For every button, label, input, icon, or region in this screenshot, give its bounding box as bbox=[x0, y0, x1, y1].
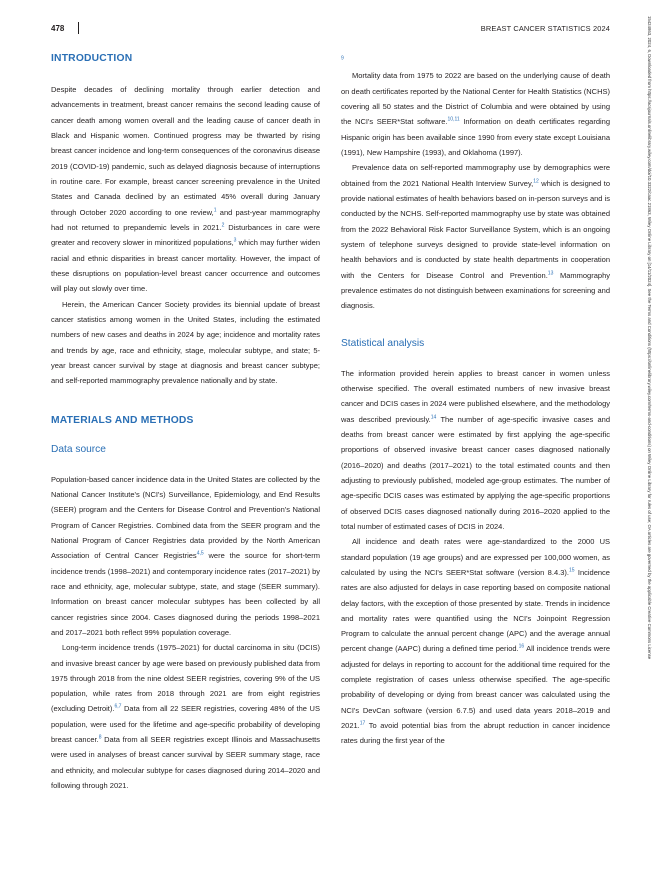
citation-link[interactable]: 16 bbox=[518, 643, 525, 650]
citation-link[interactable]: 17 bbox=[359, 720, 366, 727]
header-divider bbox=[78, 22, 79, 34]
subsection-heading-statistical-analysis: Statistical analysis bbox=[341, 337, 425, 349]
citation-link[interactable]: 14 bbox=[430, 414, 437, 421]
citation-link[interactable]: 3 bbox=[233, 237, 237, 244]
paragraph: The information provided herein applies to breast cancer in women unless otherwise specified. The overall estimated numbers of new invasive breast cancer and DCIS cases in 2024 were published elsewhere, and the methodology was described previously.$^{14}$ The number of age-specific invasive cases and deaths from breast cancer were estimated by first applying the age-specific proportions of observed invasive breast cancer cases diagnosed nationally (2016–2020) and deaths (2017–2021) to the total estimated counts and then adjusting to previously published, modeled age-group estimates. The number of age-specific DCIS cases was estimated by applying the age-specific proportions of observed DCIS cases diagnosed nationally during 2016–2020 applied to the total number of estimated cases of DCIS in 2024. bbox=[341, 368, 610, 531]
paragraph-continuation bbox=[341, 53, 610, 68]
running-title: BREAST CANCER STATISTICS 2024 bbox=[480, 24, 610, 33]
subsection-heading-data-source: Data source bbox=[51, 443, 106, 455]
citation-link[interactable]: 8 bbox=[98, 734, 102, 741]
side-note-text: 15424863, 2024, 6, Downloaded from https://acsjournals.onlinelibrary.wiley.com/doi/10.3322/caac.21863, Wiley Online Library on [14/11/2024]. See the Terms and Conditions (https://onlinelibrary.wiley.com/terms-and-conditions) on Wiley Online Library for rules of use; OA articles are governed by the applicable Creative Commons License bbox=[647, 16, 652, 660]
paragraph: All incidence and death rates were age-standardized to the 2000 US standard population (19 age groups) and are expressed per 100,000 women, as calculated by using the NCI's SEER*Stat software (version 8.4.3).$^{15}$ Incidence rates are also adjusted for delays in case reporting based on composite national delay factors, with the exception of those presented by state. Trends in incidence and mortality rates were quantified using the NCI's Joinpoint Regression Program to calculate the annual percent change (APC) and the average annual percent change (AAPC) during a defined time period.$^{16}$ All incidence trends were adjusted for delays in reporting to account for the additional time required for the complete registration of cases unless otherwise specified. The age-specific probability of developing or dying from breast cancer was calculated using the NCI's DevCan software (version 6.7.5) and used data years 2018–2019 and 2021.17 To avoid potential bias from the abrupt reduction in cancer incidence rates during the first year of the bbox=[341, 537, 611, 746]
citation-link[interactable]: 9 bbox=[341, 55, 344, 62]
paragraph: Long-term incidence trends (1975–2021) for ductal carcinoma in situ (DCIS) and invasive breast cancer by age were based on previously published data from 1975 through 2018 from the nine oldest SEER registries, covering 9% of the US population, while rates from 2018 through 2021 are from eight registries (excluding Detroit).$^{6,7}$ Data from all 22 SEER registries, covering 48% of the US population, were used for the lifetime and age-specific probability of developing breast cancer.$^8$ Data from all SEER registries except Illinois and Massachusetts were used in analyses of breast cancer survival by SEER summary stage, race and ethnicity, and molecular subtype for cases diagnosed during 2014–2020 and following through 2021. bbox=[51, 643, 321, 791]
paragraph: Despite decades of declining mortality through earlier detection and advancements in treatment, breast cancer remains the second leading cause of cancer death among women overall and the leading cause of cancer death in Black and Hispanic women. Continued progress may be thwarted by rising breast cancer incidence and long-term consequences of the coronavirus disease 2019 (COVID-19) pandemic, such as delayed diagnosis because of interruptions in routine care. For example, breast cancer screening prevalence in the United States and Canada declined by an estimated 45% overall during January through October 2020 according to one review,$^1$ and past-year mammography had not returned to prepandemic levels in 2021.$^2$ Disturbances in care were greater and recovery slower in minoritized populations,$^3$ which may further widen racial and ethnic disparities in breast cancer mortality. However, the impact of these disruptions on population-level breast cancer occurrence and outcomes will play out slowly over time. bbox=[51, 85, 321, 294]
citation-link[interactable]: 10,11 bbox=[447, 116, 460, 123]
citation-link[interactable]: 15 bbox=[568, 567, 575, 574]
paragraph: Mortality data from 1975 to 2022 are based on the underlying cause of death on death certificates reported by the National Center for Health Statistics (NCHS) covering all 50 states and the District of Columbia and were obtained by using the NCI's SEER*Stat software.$^{10,11}$ Information on death certificates regarding Hispanic origin has been available since 1990 from every state except Louisiana (1991), New Hampshire (1993), and Oklahoma (1997). bbox=[341, 71, 610, 157]
citation-link[interactable]: 13 bbox=[547, 270, 554, 277]
page-number: 478 bbox=[51, 24, 65, 33]
paragraph-continued: Data from all SEER registries except Illinois and Massachusetts were used in analyses of breast cancer survival by SEER summary stage, race and ethnicity, and molecular subtype for cases diagnosed during 2014–2020 and following through 2021. bbox=[51, 735, 321, 791]
citation-link[interactable]: 2 bbox=[221, 222, 225, 229]
citation-link[interactable]: 6,7 bbox=[114, 703, 122, 710]
left-column bbox=[51, 53, 320, 793]
citation-link[interactable]: 1 bbox=[213, 207, 217, 214]
paragraph: Prevalence data on self-reported mammography use by demographics were obtained from the 2021 National Health Interview Survey,$^{12}$ which is designed to provide national estimates of health behaviors based on in-person surveys and is conducted by the NCHS. Self-reported mammography use by state was obtained from the 2022 Behavioral Risk Factor Surveillance System, which is an ongoing system of telephone surveys designed to provide state-level information on health behaviors and is conducted by state health departments in cooperation with the Centers for Disease Control and Prevention.$^{13}$ Mammography prevalence estimates do not distinguish between examinations for screening and diagnosis. bbox=[341, 163, 610, 311]
paragraph: Herein, the American Cancer Society provides its biennial update of breast cancer statistics among women in the United States, including the estimated numbers of new cases and deaths in 2024 by age; incidence and mortality rates and trends by age, race and ethnicity, stage, molecular subtype, and state; 5-year breast cancer survival by stage at diagnosis and breast cancer subtype; and self-reported mammography prevalence nationally and by state. bbox=[51, 299, 320, 386]
citation-link[interactable]: 12 bbox=[533, 178, 539, 185]
paragraph: Population-based cancer incidence data in the United States are collected by the National Cancer Institute's (NCI's) Surveillance, Epidemiology, and End Results (SEER) program and the Centers for Disease Control and Prevention's National Program of Cancer Registries. Combined data from the SEER program and the National Program of Cancer Registries data provided by the North American Association of Central Cancer Registries$^{4,5}$ were the source for short-term incidence trends (1998–2021) and contemporary incidence rates (2017–2021) by race and ethnicity, age, molecular subtype, state, and stage (SEER summary). Information on breast cancer molecular subtypes has been collected by all cancer registries since 2004. Cases diagnosed during the periods 1998–2021 and 2017–2021 both reflect 99% population coverage. bbox=[51, 474, 320, 637]
side-download-note bbox=[646, 16, 654, 858]
citation-link[interactable]: 4,5 bbox=[196, 550, 204, 557]
right-column bbox=[341, 53, 610, 749]
section-heading-methods: MATERIALS AND METHODS bbox=[51, 414, 194, 426]
section-heading-introduction: INTRODUCTION bbox=[51, 53, 133, 64]
